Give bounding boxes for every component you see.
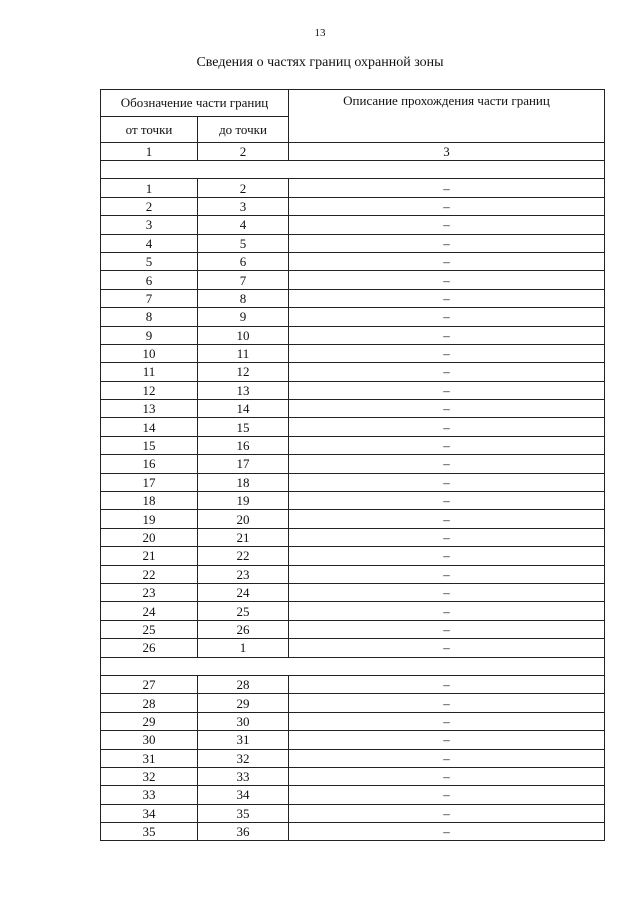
table-row <box>101 234 605 252</box>
table-row <box>101 694 605 712</box>
description-cell: – <box>289 492 605 510</box>
from-point-cell: 20 <box>101 528 198 546</box>
from-point-cell: 14 <box>101 418 198 436</box>
table-row <box>101 565 605 583</box>
description-cell: – <box>289 381 605 399</box>
description-cell: – <box>289 179 605 197</box>
from-point-cell: 29 <box>101 712 198 730</box>
section-separator-cell <box>101 161 605 179</box>
to-point-cell: 19 <box>198 492 289 510</box>
table-body <box>101 143 605 841</box>
from-point-cell: 15 <box>101 436 198 454</box>
section-separator-row <box>101 161 605 179</box>
table-row <box>101 216 605 234</box>
table-row <box>101 583 605 601</box>
column-number-row <box>101 143 605 161</box>
description-cell: – <box>289 694 605 712</box>
to-point-cell: 4 <box>198 216 289 234</box>
description-cell: – <box>289 418 605 436</box>
to-point-cell: 1 <box>198 639 289 657</box>
to-point-cell: 30 <box>198 712 289 730</box>
table-row <box>101 400 605 418</box>
to-point-cell: 32 <box>198 749 289 767</box>
description-cell: – <box>289 602 605 620</box>
to-point-cell: 17 <box>198 455 289 473</box>
description-cell: – <box>289 786 605 804</box>
from-point-cell: 30 <box>101 731 198 749</box>
from-point-cell: 16 <box>101 455 198 473</box>
description-cell: – <box>289 620 605 638</box>
from-point-cell: 18 <box>101 492 198 510</box>
description-cell: – <box>289 749 605 767</box>
from-point-cell: 23 <box>101 583 198 601</box>
from-point-cell: 25 <box>101 620 198 638</box>
to-point-cell: 36 <box>198 823 289 841</box>
description-cell: – <box>289 197 605 215</box>
description-cell: – <box>289 436 605 454</box>
from-point-cell: 6 <box>101 271 198 289</box>
from-point-cell: 10 <box>101 344 198 362</box>
from-point-cell: 33 <box>101 786 198 804</box>
to-point-cell: 34 <box>198 786 289 804</box>
description-cell: – <box>289 271 605 289</box>
table-row <box>101 712 605 730</box>
from-point-cell: 34 <box>101 804 198 822</box>
from-point-cell: 28 <box>101 694 198 712</box>
description-cell: – <box>289 234 605 252</box>
table-row <box>101 252 605 270</box>
from-point-cell: 22 <box>101 565 198 583</box>
from-point-cell: 5 <box>101 252 198 270</box>
to-point-cell: 11 <box>198 344 289 362</box>
to-point-cell: 2 <box>198 179 289 197</box>
table-row <box>101 731 605 749</box>
description-cell: – <box>289 344 605 362</box>
to-point-cell: 18 <box>198 473 289 491</box>
table-row <box>101 363 605 381</box>
to-point-cell: 3 <box>198 197 289 215</box>
table-row <box>101 675 605 693</box>
from-point-cell: 12 <box>101 381 198 399</box>
from-point-cell: 19 <box>101 510 198 528</box>
description-cell: – <box>289 473 605 491</box>
to-point-cell: 35 <box>198 804 289 822</box>
table-row <box>101 455 605 473</box>
from-point-cell: 7 <box>101 289 198 307</box>
header-from-point: от точки <box>101 117 198 143</box>
to-point-cell: 28 <box>198 675 289 693</box>
from-point-cell: 27 <box>101 675 198 693</box>
section-separator-cell <box>101 657 605 675</box>
from-point-cell: 2 <box>101 197 198 215</box>
to-point-cell: 31 <box>198 731 289 749</box>
table-row <box>101 749 605 767</box>
to-point-cell: 8 <box>198 289 289 307</box>
description-cell: – <box>289 252 605 270</box>
description-cell: – <box>289 639 605 657</box>
to-point-cell: 24 <box>198 583 289 601</box>
description-cell: – <box>289 583 605 601</box>
table-row <box>101 418 605 436</box>
table-row <box>101 620 605 638</box>
to-point-cell: 15 <box>198 418 289 436</box>
to-point-cell: 20 <box>198 510 289 528</box>
to-point-cell: 25 <box>198 602 289 620</box>
boundary-table <box>100 89 605 841</box>
table-row <box>101 547 605 565</box>
table-row <box>101 528 605 546</box>
to-point-cell: 16 <box>198 436 289 454</box>
column-number: 3 <box>289 143 605 161</box>
header-boundary-description: Описание прохождения части границ <box>289 90 605 143</box>
from-point-cell: 31 <box>101 749 198 767</box>
to-point-cell: 14 <box>198 400 289 418</box>
to-point-cell: 9 <box>198 308 289 326</box>
description-cell: – <box>289 675 605 693</box>
table-row <box>101 308 605 326</box>
to-point-cell: 21 <box>198 528 289 546</box>
from-point-cell: 32 <box>101 767 198 785</box>
description-cell: – <box>289 823 605 841</box>
header-to-point: до точки <box>198 117 289 143</box>
to-point-cell: 22 <box>198 547 289 565</box>
description-cell: – <box>289 528 605 546</box>
from-point-cell: 35 <box>101 823 198 841</box>
page-number: 13 <box>314 27 326 39</box>
to-point-cell: 6 <box>198 252 289 270</box>
table-row <box>101 639 605 657</box>
to-point-cell: 5 <box>198 234 289 252</box>
header-boundary-designation: Обозначение части границ <box>101 90 289 117</box>
table-row <box>101 197 605 215</box>
document-title: Сведения о частях границ охранной зоны <box>196 55 444 70</box>
from-point-cell: 4 <box>101 234 198 252</box>
from-point-cell: 13 <box>101 400 198 418</box>
table-row <box>101 510 605 528</box>
table-row <box>101 179 605 197</box>
description-cell: – <box>289 804 605 822</box>
table-row <box>101 492 605 510</box>
to-point-cell: 10 <box>198 326 289 344</box>
from-point-cell: 9 <box>101 326 198 344</box>
to-point-cell: 26 <box>198 620 289 638</box>
from-point-cell: 8 <box>101 308 198 326</box>
description-cell: – <box>289 400 605 418</box>
table-row <box>101 602 605 620</box>
description-cell: – <box>289 455 605 473</box>
table-row <box>101 326 605 344</box>
from-point-cell: 3 <box>101 216 198 234</box>
description-cell: – <box>289 216 605 234</box>
to-point-cell: 12 <box>198 363 289 381</box>
to-point-cell: 33 <box>198 767 289 785</box>
section-separator-row <box>101 657 605 675</box>
table-row <box>101 344 605 362</box>
table-row <box>101 804 605 822</box>
table-row <box>101 436 605 454</box>
from-point-cell: 1 <box>101 179 198 197</box>
table-row <box>101 473 605 491</box>
description-cell: – <box>289 510 605 528</box>
table-row <box>101 767 605 785</box>
description-cell: – <box>289 565 605 583</box>
description-cell: – <box>289 712 605 730</box>
table-row <box>101 289 605 307</box>
description-cell: – <box>289 308 605 326</box>
description-cell: – <box>289 547 605 565</box>
from-point-cell: 21 <box>101 547 198 565</box>
description-cell: – <box>289 767 605 785</box>
table-row <box>101 786 605 804</box>
to-point-cell: 23 <box>198 565 289 583</box>
description-cell: – <box>289 731 605 749</box>
column-number: 1 <box>101 143 198 161</box>
from-point-cell: 17 <box>101 473 198 491</box>
to-point-cell: 29 <box>198 694 289 712</box>
table-row <box>101 381 605 399</box>
table-row <box>101 823 605 841</box>
from-point-cell: 24 <box>101 602 198 620</box>
description-cell: – <box>289 289 605 307</box>
to-point-cell: 7 <box>198 271 289 289</box>
from-point-cell: 11 <box>101 363 198 381</box>
description-cell: – <box>289 363 605 381</box>
from-point-cell: 26 <box>101 639 198 657</box>
table-row <box>101 271 605 289</box>
column-number: 2 <box>198 143 289 161</box>
description-cell: – <box>289 326 605 344</box>
to-point-cell: 13 <box>198 381 289 399</box>
